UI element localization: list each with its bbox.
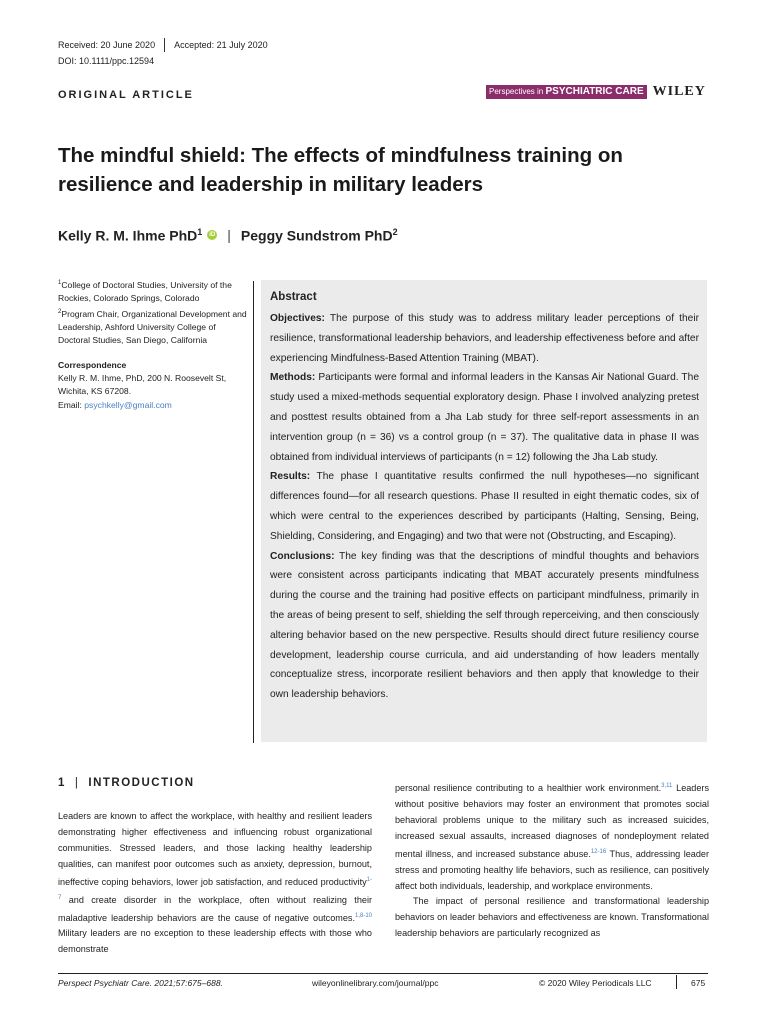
citation-ref[interactable]: 12-16 <box>590 848 607 855</box>
page-number: 675 <box>691 978 706 988</box>
footer-rule <box>58 973 708 974</box>
section-title: INTRODUCTION <box>88 777 195 789</box>
author-2-affil-sup: 2 <box>392 227 398 237</box>
body-column-right <box>395 779 709 942</box>
citation-ref[interactable]: 1,8-10 <box>354 912 372 919</box>
correspondence-heading: Correspondence <box>58 360 127 370</box>
citation-ref[interactable]: 1-7 <box>58 876 372 901</box>
column-divider <box>253 281 254 743</box>
affiliation-1: $^1$College of Doctoral Studies, University of the Rockies, Colorado Springs, Colorado <box>58 279 232 304</box>
body-column-left <box>58 809 372 958</box>
article-type: ORIGINAL ARTICLE <box>58 89 194 101</box>
doi[interactable]: DOI: 10.1111/ppc.12594 <box>58 56 155 66</box>
orcid-icon[interactable]: iD <box>209 232 216 239</box>
author-separator: | <box>227 227 231 244</box>
footer-divider <box>676 975 677 989</box>
section-separator: | <box>74 777 80 789</box>
author-list <box>58 227 398 244</box>
footer-copyright: © 2020 Wiley Periodicals LLC <box>539 978 652 988</box>
author-1[interactable]: Kelly R. M. Ihme PhD$^1$ <box>58 227 203 244</box>
meta-divider <box>164 38 165 52</box>
intro-paragraph-2: The impact of personal resilience and transformational leadership behaviors on leader behaviors and effectiveness are known. Transformational leadership behaviors are particularly recognized as <box>395 896 709 939</box>
intro-paragraph-1: Leaders are known to affect the workplace, with healthy and resilient leaders demonstrating higher effectiveness and influencing robust organizational communities. Stressed leaders, and those lacking healthy leadership qualities, can manifest poor outcomes such as anxiety, depression, burnout, ineffective coping behaviors, lower job satisfaction, and reduced productivity$^{1-7}$ and create disorder in the workplace, often without realizing their maladaptive leadership behaviors are the cause of negative outcomes.$^{1,8-10}$ Military leaders are no exception to these leadership effects with those who demonstrate <box>58 811 372 955</box>
author-1-affil-sup: 1 <box>197 227 203 237</box>
journal-logo-name: PSYCHIATRIC CARE <box>545 86 644 97</box>
correspondence <box>58 359 248 412</box>
abstract-heading: Abstract <box>270 291 317 303</box>
correspondence-email-row: Email: psychkelly@gmail.com <box>58 399 172 410</box>
section-heading-introduction <box>58 777 195 789</box>
journal-logo <box>486 84 706 100</box>
publisher-logo: WILEY <box>652 84 706 99</box>
intro-paragraph-1-cont: personal resilience contributing to a healthier work environment.$^{3,11}$ Leaders without positive behaviors may foster an environment that promotes social behavioral problems unique to the military such as increased suicides, increased sexual assaults, increased diagnoses of nondeployment related mental illness, and increased substance abuse.$^{12-16}$ Thus, addressing leader stress and promoting healthy life behaviors, such as resilience, can positively affect both individuals, leadership, and workplace environments. <box>395 783 709 891</box>
abstract-objectives: Objectives: The purpose of this study was to address military leader perceptions of their resilience, transformational leadership behaviors, and leadership effectiveness before and after experiencing Mindfulness-Based Attention Training (MBAT). <box>270 313 699 364</box>
article-title: The mindful shield: The effects of mindfulness training on resilience and leadership in military leaders <box>58 144 623 196</box>
citation-ref[interactable]: 3,11 <box>661 783 673 789</box>
footer-journal-url[interactable]: wileyonlinelibrary.com/journal/ppc <box>312 978 439 988</box>
accepted-date: Accepted: 21 July 2020 <box>174 40 268 50</box>
abstract-methods: Methods: Participants were formal and informal leaders in the Kansas Air National Guard. The study used a mixed-methods sequential exploratory design. Phase I involved analyzing pretest and posttest results obtained from a Jha Lab study for three self-report assessments in an intervention group (n = 36) vs a control group (n = 37). The qualitative data in phase II was obtained from individual interviews of participants (n = 12) following the Jha Lab study. <box>270 372 699 463</box>
footer-citation: Perspect Psychiatr Care. 2021;57:675–688. <box>58 978 223 988</box>
correspondence-address-2: Wichita, KS 67208. <box>58 386 132 397</box>
author-2[interactable]: Peggy Sundstrom PhD$^2$ <box>240 227 398 244</box>
abstract-body <box>270 309 699 705</box>
affiliation-2: $^2$Program Chair, Organizational Development and Leadership, Ashford University College of Doctoral Studies, San Diego, California <box>58 308 247 346</box>
correspondence-address-1: Kelly R. M. Ihme, PhD, 200 N. Roosevelt St, <box>58 373 227 384</box>
journal-badge <box>486 85 647 99</box>
received-accepted-row <box>58 38 268 52</box>
received-date: Received: 20 June 2020 <box>58 40 156 50</box>
section-number: 1 <box>58 777 66 789</box>
journal-logo-prefix: Perspectives in <box>489 87 544 96</box>
abstract-results: Results: The phase I quantitative results confirmed the null hypotheses—no significant differences found—for all research questions. Phase II resulted in eight thematic codes, six of which were central to the experiences described by participants (Halting, Sensing, Being, Shielding, Considering, and Engaging) and two that were not (Obstructing, and Escaping). <box>270 471 699 542</box>
correspondence-email-link[interactable]: psychkelly@gmail.com <box>84 399 172 410</box>
abstract-conclusions: Conclusions: The key finding was that the descriptions of mindful thoughts and behaviors were consistent across participants indicating that MBAT accurately presents mindfulness during the course and the training had positive effects on participant mindfulness, primarily in the areas of being present to self, shielding the self through reperceiving, and then consciously altering behavior based on the new perspective. Results should direct future resiliency course development, leadership course curricula, and aid understanding of how leaders mentally conceptualize stress, incorporate resilient behaviors and then apply that knowledge to their own leadership behaviors. <box>270 550 699 701</box>
